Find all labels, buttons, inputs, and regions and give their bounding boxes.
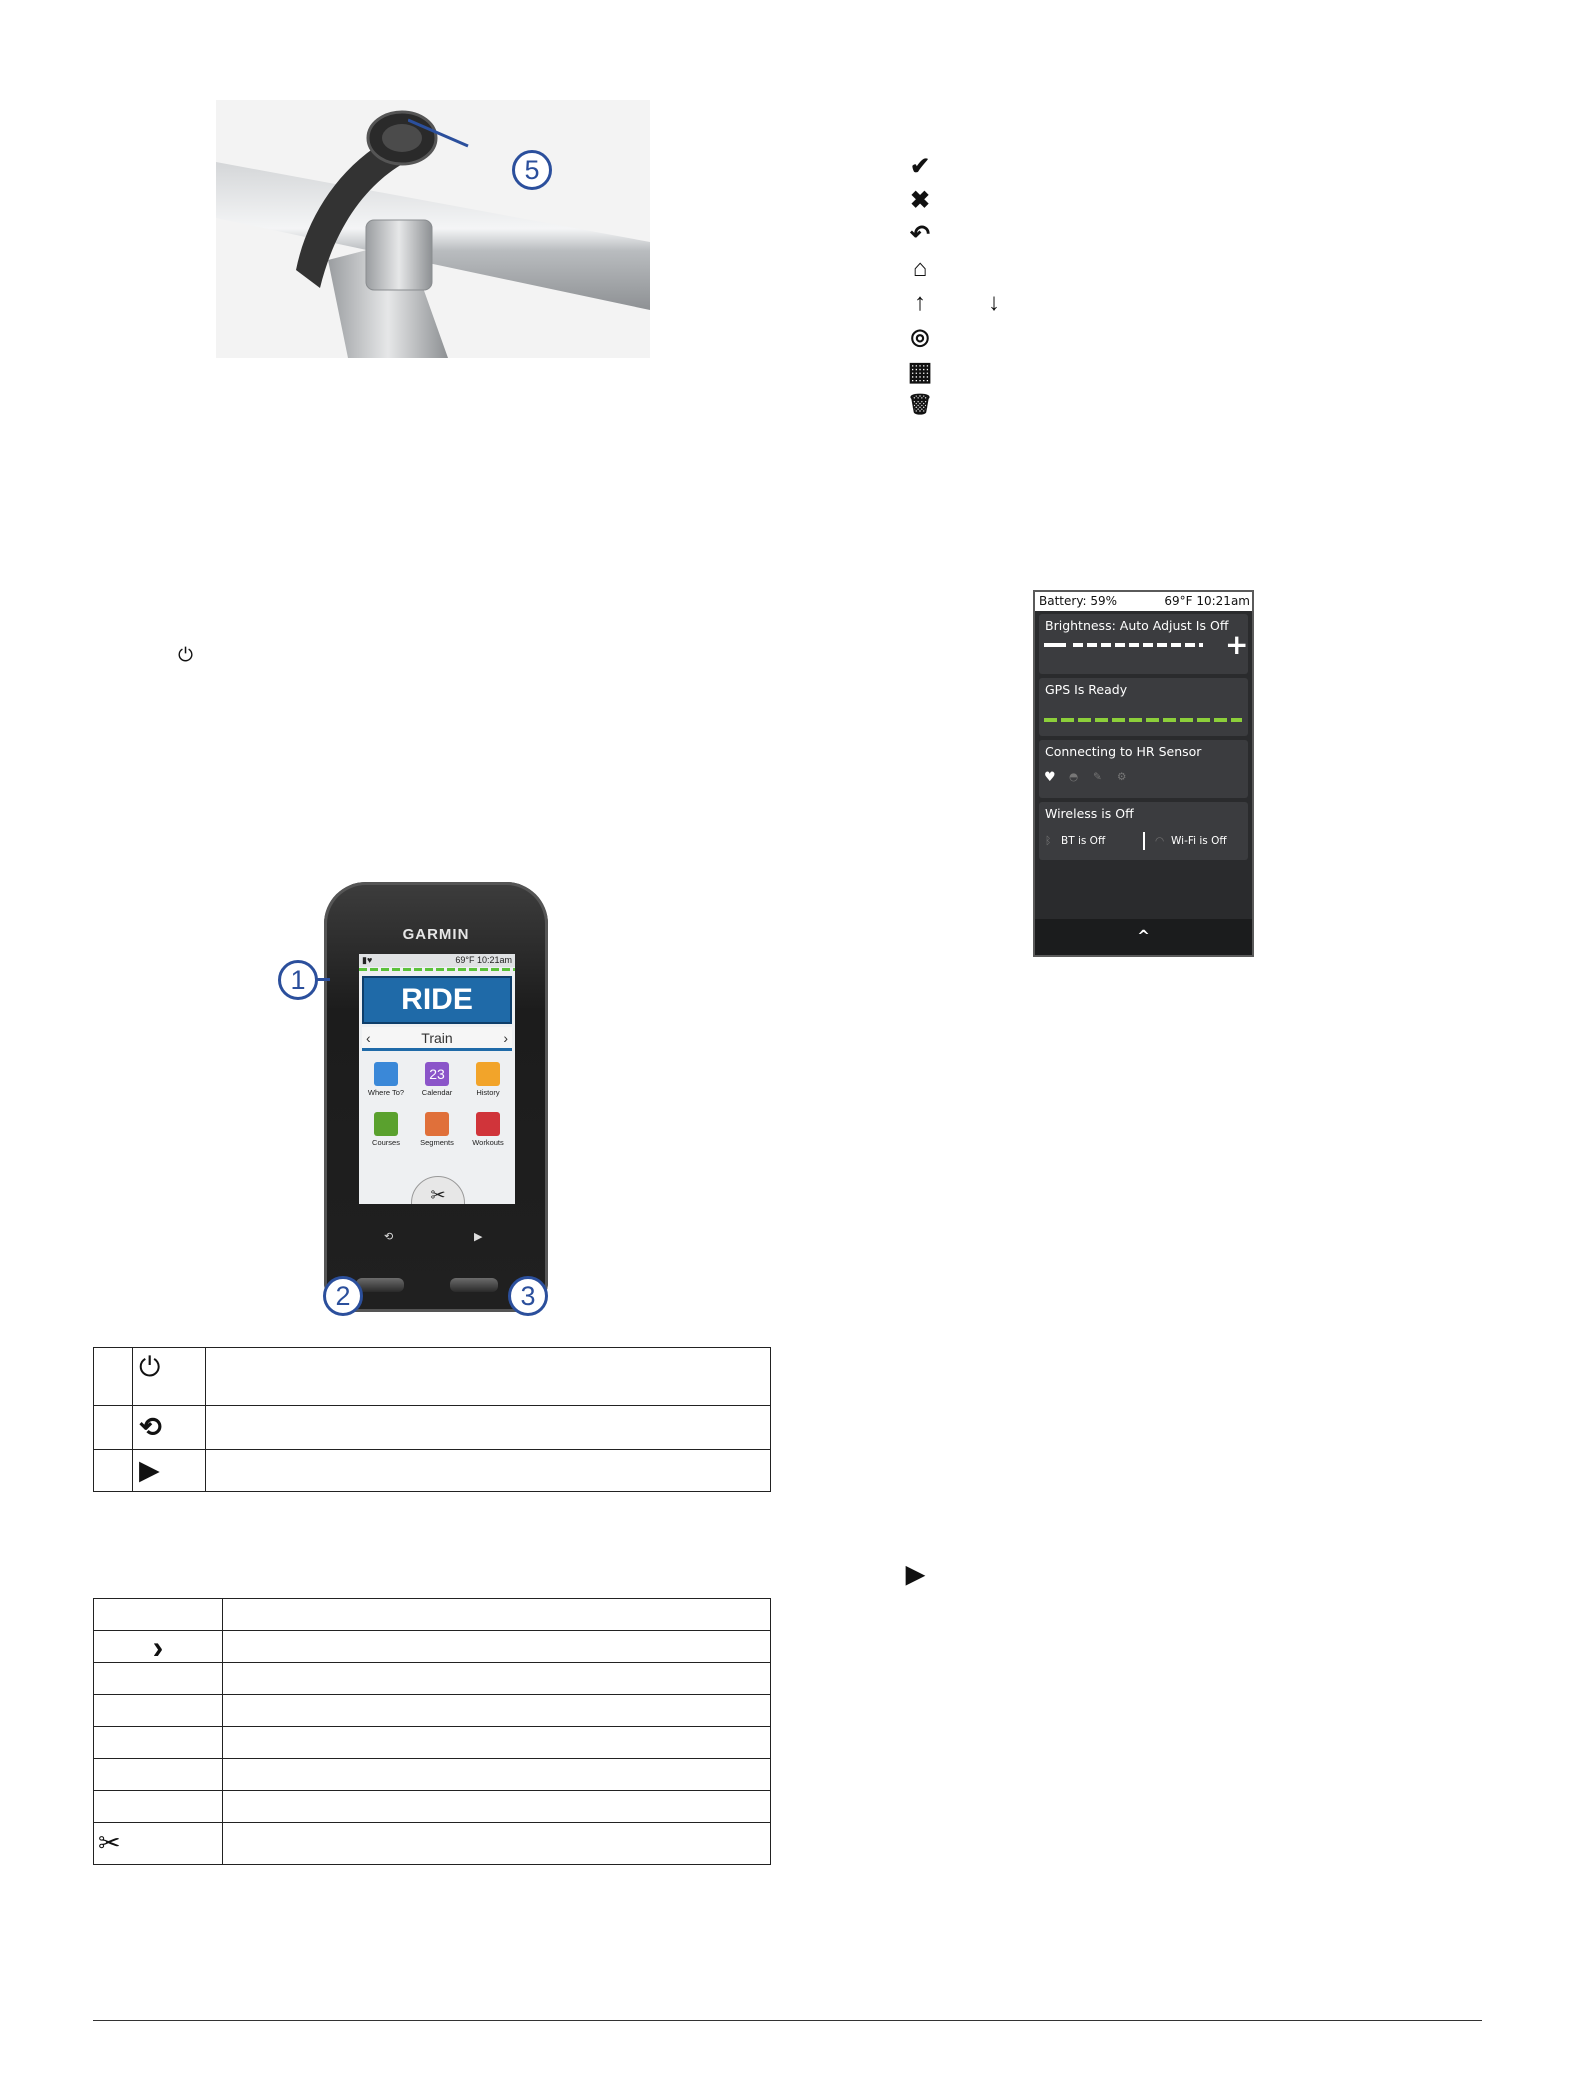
table-row — [94, 1406, 771, 1450]
app-workouts[interactable]: Workouts — [463, 1108, 513, 1154]
callout-cell — [94, 1450, 133, 1492]
table-row — [94, 1791, 771, 1823]
activity-profile-selector[interactable] — [362, 1027, 512, 1051]
tools-icon: ✂ — [94, 1823, 223, 1865]
callout-cell — [94, 1406, 133, 1450]
course-flag-icon — [374, 1112, 398, 1136]
table-row — [94, 1348, 771, 1406]
lap-hardware-button[interactable] — [356, 1278, 404, 1292]
start-glyph: ▶ — [474, 1231, 483, 1243]
device-screen — [359, 954, 515, 1204]
buttons-table — [93, 1347, 771, 1492]
start-stop-icon: ▶ — [906, 1561, 925, 1588]
close-icon: ✖ — [909, 187, 931, 214]
power-sensor-icon: ⚙ — [1117, 771, 1127, 783]
home-icon: ⌂ — [912, 255, 928, 282]
device-illustration — [324, 882, 550, 1322]
wifi-status: Wi-Fi is Off — [1171, 835, 1227, 847]
table-row — [94, 1823, 771, 1865]
cadence-sensor-icon: ✎ — [1093, 771, 1102, 783]
app-segments[interactable]: Segments — [412, 1108, 462, 1154]
app-history[interactable]: History — [463, 1058, 513, 1104]
battery-status: Battery: 59% — [1039, 594, 1118, 608]
device-brand: GARMIN — [402, 926, 470, 943]
gps-signal-bar — [359, 968, 515, 971]
table-row — [94, 1759, 771, 1791]
calendar-icon: 23 — [425, 1062, 449, 1086]
arrow-down-icon: ↓ — [988, 289, 1000, 316]
chevron-right-icon: › — [94, 1631, 223, 1663]
mount-photo — [216, 100, 650, 358]
lap-icon: ⟲ — [133, 1406, 206, 1450]
ride-button[interactable]: RIDE — [362, 976, 512, 1024]
target-icon: ◎ — [910, 324, 930, 349]
table-row — [94, 1631, 771, 1663]
activity-profile-label: Train — [421, 1030, 453, 1046]
tools-icon: ✂ — [430, 1185, 446, 1204]
power-icon: ⏻ — [178, 645, 194, 666]
gps-signal-bar — [1044, 718, 1242, 722]
clipboard-icon — [476, 1112, 500, 1136]
wireless-card[interactable]: Wireless is Off ᛒ BT is Off ◠ Wi-Fi is Off — [1039, 802, 1248, 860]
app-courses[interactable]: Courses — [361, 1108, 411, 1154]
brightness-increase-icon[interactable]: + — [1225, 628, 1249, 661]
app-where-to[interactable]: Where To? — [361, 1058, 411, 1104]
callout-cell — [94, 1348, 133, 1406]
magnifier-icon — [374, 1062, 398, 1086]
arrow-up-icon: ↑ — [914, 289, 926, 316]
callout-leader-5 — [408, 118, 478, 158]
folder-icon — [476, 1062, 500, 1086]
speed-sensor-icon: ◓ — [1069, 771, 1079, 783]
wifi-icon: ◠ — [1155, 835, 1165, 847]
app-calendar[interactable]: 23 Calendar — [412, 1058, 462, 1104]
trash-icon: 🗑 — [907, 394, 933, 416]
heart-icon: ♥ — [1044, 770, 1056, 785]
lap-glyph: ⟲ — [384, 1231, 394, 1243]
callout-2: 2 — [323, 1276, 363, 1316]
segment-flag-icon — [425, 1112, 449, 1136]
callout-leader-1 — [316, 978, 330, 981]
table-row — [94, 1727, 771, 1759]
callout-1: 1 — [278, 960, 318, 1000]
chevron-left-icon[interactable]: ‹ — [366, 1030, 371, 1046]
table-row — [94, 1450, 771, 1492]
gps-card[interactable]: GPS Is Ready — [1039, 678, 1248, 736]
chevron-right-icon[interactable]: › — [503, 1030, 508, 1046]
brightness-decrease-icon[interactable] — [1044, 643, 1066, 647]
description-cell — [206, 1406, 771, 1450]
device-status-time: 69°F 10:21am — [455, 955, 512, 965]
status-header — [1035, 592, 1252, 611]
tools-button[interactable] — [411, 1176, 465, 1204]
home-options-table — [93, 1598, 771, 1865]
device-body — [324, 882, 548, 1312]
device-status-bar — [359, 954, 515, 967]
footer-rule — [93, 2020, 1482, 2021]
start-hardware-button[interactable] — [450, 1278, 498, 1292]
start-stop-icon: ▶ — [133, 1450, 206, 1492]
status-time: 69°F 10:21am — [1164, 594, 1250, 608]
grid-icon: ▦ — [907, 356, 933, 386]
sensor-card[interactable]: Connecting to HR Sensor ♥ ◓ ✎ ⚙ — [1039, 740, 1248, 798]
description-cell — [206, 1450, 771, 1492]
chevron-up-icon[interactable]: ^ — [1137, 927, 1150, 945]
table-row — [94, 1695, 771, 1727]
description-cell — [206, 1348, 771, 1406]
divider — [1143, 832, 1145, 850]
table-row — [94, 1599, 771, 1631]
callout-3: 3 — [508, 1276, 548, 1316]
battery-icon: ▮♥ — [362, 955, 373, 965]
status-page-screenshot — [1033, 590, 1254, 957]
power-icon: ⏻ — [133, 1348, 206, 1406]
callout-5: 5 — [512, 150, 552, 190]
bt-status: BT is Off — [1061, 835, 1106, 847]
bluetooth-icon: ᛒ — [1045, 835, 1052, 847]
back-icon: ↶ — [909, 221, 931, 248]
brightness-level-bar — [1073, 643, 1203, 647]
brightness-card[interactable]: Brightness: Auto Adjust Is Off + — [1039, 614, 1248, 674]
collapse-bar[interactable] — [1035, 919, 1252, 955]
table-row — [94, 1663, 771, 1695]
checkmark-icon: ✔ — [909, 153, 931, 180]
